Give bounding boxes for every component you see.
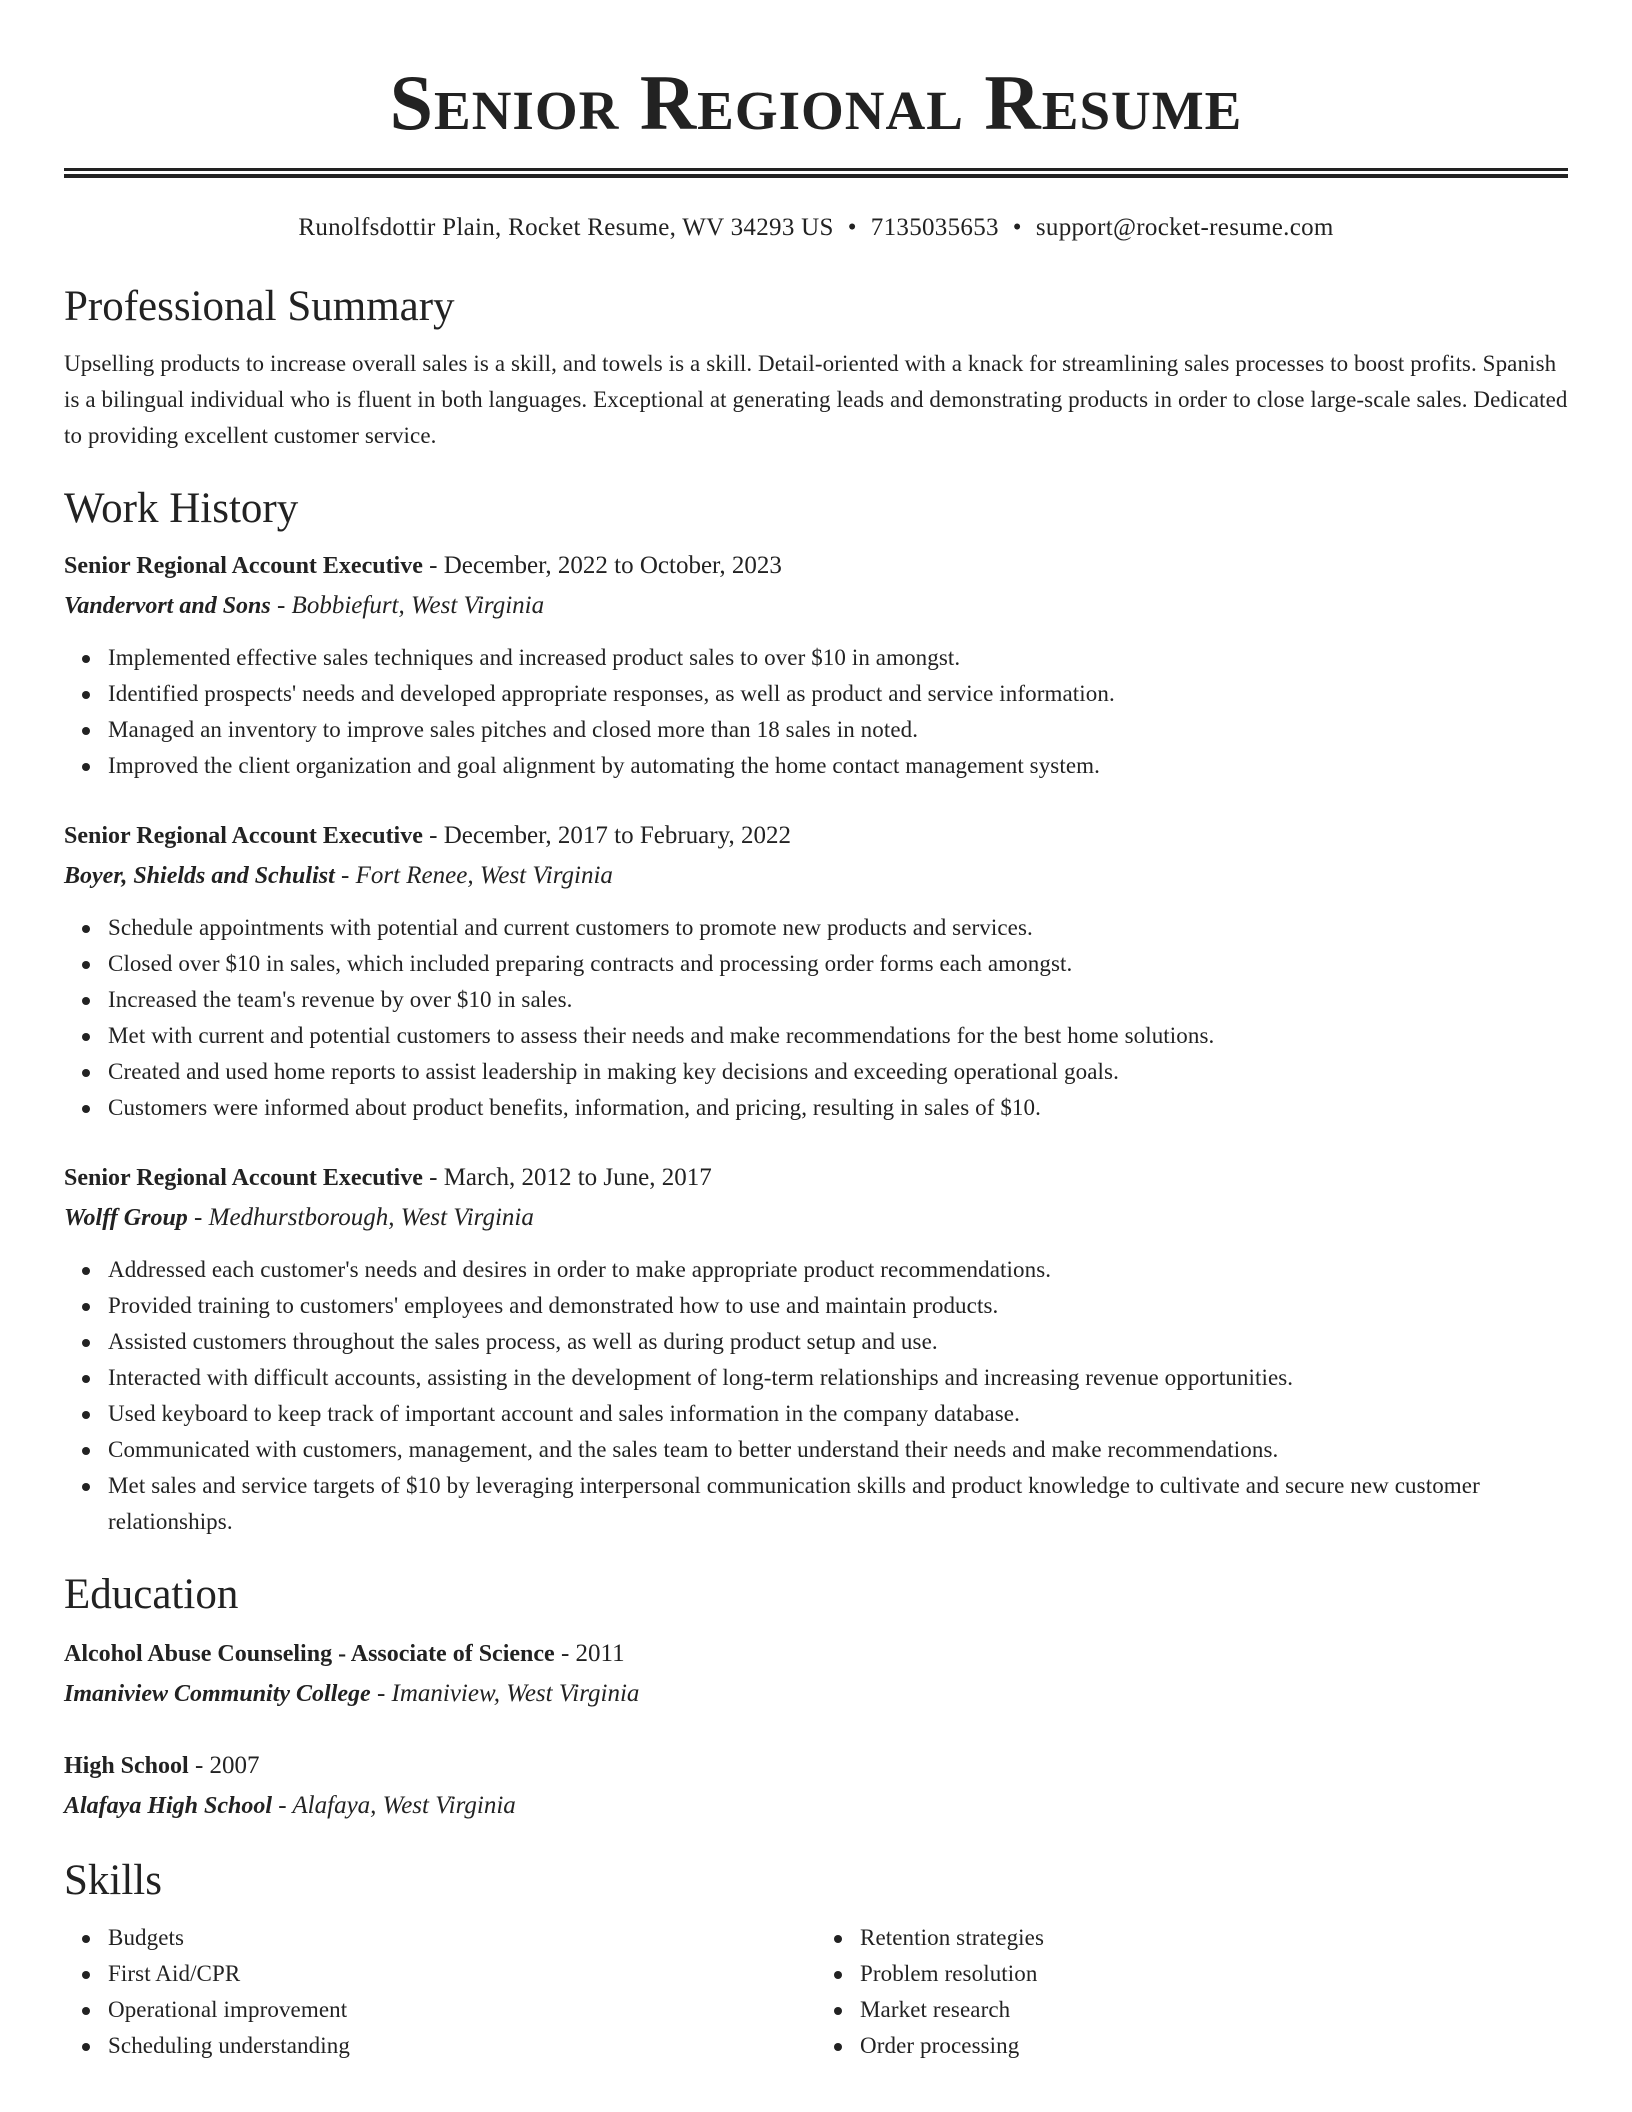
job-company-line (64, 856, 1568, 896)
skills-heading: Skills (64, 1857, 162, 1904)
duty-item: Met with current and potential customers to assess their needs and make recommendations for the best home solutions. (108, 1018, 1568, 1054)
duty-item: Provided training to customers' employees and demonstrated how to use and maintain products. (108, 1288, 1568, 1324)
skill-item: Operational improvement (108, 1992, 816, 2028)
duty-item: Identified prospects' needs and developed appropriate responses, as well as product and service information. (108, 676, 1568, 712)
education-header (64, 1634, 1568, 1674)
job-header (64, 546, 1568, 586)
work-history-heading: Work History (64, 485, 299, 532)
education-header (64, 1746, 1568, 1786)
degree-name: High School (64, 1753, 189, 1779)
resume-title: Senior Regional Resume (389, 59, 1243, 146)
contact-address: Runolfsdottir Plain, Rocket Resume, WV 34293 US (298, 214, 834, 241)
company-name: Wolff Group (64, 1205, 188, 1231)
job-dates: - December, 2022 to October, 2023 (422, 552, 782, 579)
skill-item: Scheduling understanding (108, 2028, 816, 2064)
bullet-separator: • (1012, 214, 1022, 241)
school-name: Alafaya High School (64, 1793, 273, 1819)
duty-item: Closed over $10 in sales, which included preparing contracts and processing order forms each amongst. (108, 946, 1568, 982)
duty-item: Met sales and service targets of $10 by leveraging interpersonal communication skills and product knowledge to cultivate and secure new customer relationships. (108, 1468, 1568, 1540)
duty-item: Improved the client organization and goal alignment by automating the home contact management system. (108, 748, 1568, 784)
job-title: Senior Regional Account Executive (64, 1165, 423, 1191)
school-line (64, 1674, 1568, 1714)
education-entry-1 (64, 1634, 1568, 1714)
job-duties (64, 1252, 1568, 1540)
graduation-year: - 2011 (554, 1640, 625, 1667)
skill-item: Budgets (108, 1920, 816, 1956)
job-header (64, 816, 1568, 856)
job-entry-3 (64, 1158, 1568, 1540)
skills-columns (64, 1920, 1568, 2064)
skill-item: Problem resolution (860, 1956, 1568, 1992)
duty-item: Addressed each customer's needs and desires in order to make appropriate product recommendations. (108, 1252, 1568, 1288)
skill-item: Market research (860, 1992, 1568, 2028)
contact-email: support@rocket-resume.com (1035, 214, 1334, 241)
summary-text: Upselling products to increase overall sales is a skill, and towels is a skill. Detail-oriented with a knack for streamlining sales processes to boost profits. Spanish is a bilingual individual who is fluent in both languages. Exceptional at generating leads and demonstrating products in order to close large-scale sales. Dedicated to providing excellent customer service. (64, 351, 1568, 448)
degree-name: Alcohol Abuse Counseling - Associate of Science (64, 1641, 555, 1667)
duty-item: Customers were informed about product benefits, information, and pricing, resulting in sales of $10. (108, 1090, 1568, 1126)
graduation-year: - 2007 (188, 1752, 260, 1779)
job-header (64, 1158, 1568, 1198)
job-company-line (64, 1198, 1568, 1238)
skill-item: Retention strategies (860, 1920, 1568, 1956)
duty-item: Implemented effective sales techniques and increased product sales to over $10 in amongst. (108, 640, 1568, 676)
company-location: - Bobbiefurt, West Virginia (270, 592, 545, 619)
school-location: - Imaniview, West Virginia (370, 1680, 640, 1707)
company-location: - Medhurstborough, West Virginia (187, 1204, 534, 1231)
skill-item: First Aid/CPR (108, 1956, 816, 1992)
contact-phone: 7135035653 (870, 214, 999, 241)
skill-item: Order processing (860, 2028, 1568, 2064)
summary-heading: Professional Summary (64, 283, 455, 330)
duty-item: Managed an inventory to improve sales pitches and closed more than 18 sales in noted. (108, 712, 1568, 748)
job-company-line (64, 586, 1568, 626)
school-name: Imaniview Community College (64, 1681, 371, 1707)
job-entry-2 (64, 816, 1568, 1126)
duty-item: Created and used home reports to assist leadership in making key decisions and exceeding operational goals. (108, 1054, 1568, 1090)
title-divider (64, 168, 1568, 178)
education-heading: Education (64, 1571, 239, 1618)
duty-item: Schedule appointments with potential and current customers to promote new products and services. (108, 910, 1568, 946)
skills-list-right (816, 1920, 1568, 2064)
job-title: Senior Regional Account Executive (64, 823, 423, 849)
school-location: - Alafaya, West Virginia (272, 1792, 516, 1819)
job-dates: - December, 2017 to February, 2022 (422, 822, 791, 849)
education-entry-2 (64, 1746, 1568, 1826)
duty-item: Communicated with customers, management, and the sales team to better understand their needs and make recommendations. (108, 1432, 1568, 1468)
contact-line (64, 212, 1568, 244)
company-location: - Fort Renee, West Virginia (334, 862, 613, 889)
job-title: Senior Regional Account Executive (64, 553, 423, 579)
duty-item: Interacted with difficult accounts, assisting in the development of long-term relationships and increasing revenue opportunities. (108, 1360, 1568, 1396)
bullet-separator: • (847, 214, 857, 241)
duty-item: Assisted customers throughout the sales process, as well as during product setup and use. (108, 1324, 1568, 1360)
job-dates: - March, 2012 to June, 2017 (422, 1164, 712, 1191)
job-duties (64, 640, 1568, 784)
duty-item: Used keyboard to keep track of important account and sales information in the company database. (108, 1396, 1568, 1432)
duty-item: Increased the team's revenue by over $10 in sales. (108, 982, 1568, 1018)
company-name: Vandervort and Sons (64, 593, 271, 619)
school-line (64, 1786, 1568, 1826)
job-duties (64, 910, 1568, 1126)
job-entry-1 (64, 546, 1568, 784)
company-name: Boyer, Shields and Schulist (64, 863, 335, 889)
skills-list-left (64, 1920, 816, 2064)
